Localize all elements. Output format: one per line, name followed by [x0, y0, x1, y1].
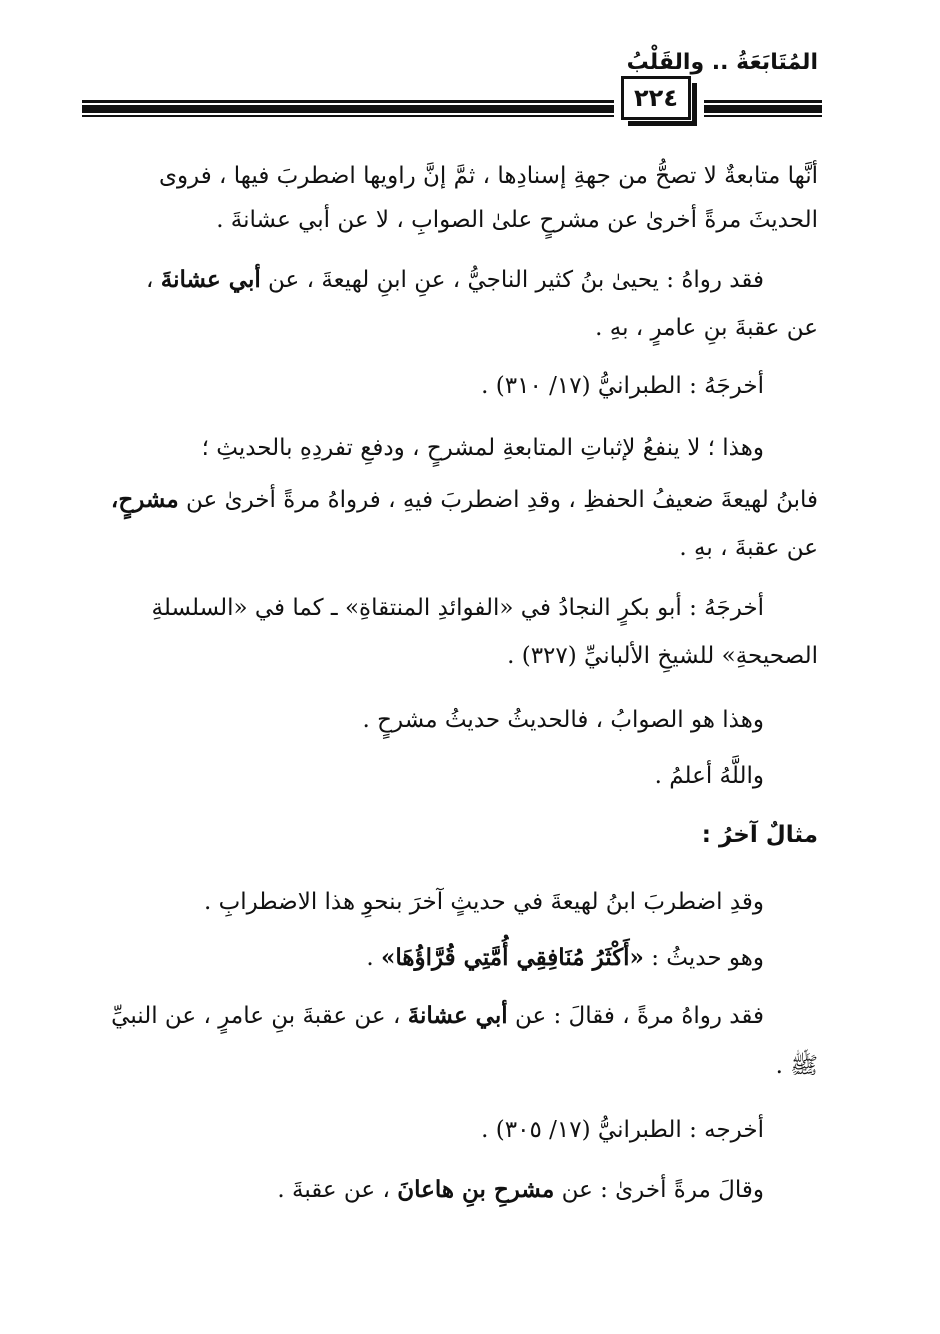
header-rule-left	[82, 92, 614, 122]
text-line	[111, 484, 818, 518]
text-line: وقدِ اضطربَ ابنُ لهيعةَ في حديثٍ آخرَ بنحوِ هذا الاضطرابِ .	[203, 889, 764, 915]
text-line: أخرجَهُ : أبو بكرٍ النجادُ في «الفوائدِ المنتقاةِ» ـ كما في «السلسلةِ	[151, 595, 764, 621]
text-line: ﷺ .	[775, 1053, 818, 1079]
text-fragment: وهو حديثُ :	[651, 945, 764, 971]
text-fragment: ، عن عقبةَ بنِ عامرٍ ، عن النبيِّ	[111, 1003, 401, 1029]
hadith-text: «أَكْثَرُ مُنَافِقِي أُمَّتِي قُرَّاؤُهَا»	[380, 944, 644, 971]
text-line: وهذا ؛ لا ينفعُ لإثباتِ المتابعةِ لمشرحٍ ، ودفعِ تفردِهِ بالحديثِ ؛	[201, 435, 764, 461]
text-line: الحديثَ مرةً أخرىٰ عن مشرحٍ علىٰ الصوابِ ، لا عن أبي عشانةَ .	[216, 207, 818, 233]
text-line: وهذا هو الصوابُ ، فالحديثُ حديثُ مشرحٍ .	[362, 707, 764, 733]
text-fragment: .	[366, 945, 374, 971]
text-line: عن عقبةَ بنِ عامرٍ ، بهِ .	[595, 315, 818, 341]
text-line: واللَّهُ أعلمُ .	[654, 763, 764, 789]
text-line	[146, 264, 764, 298]
text-line	[366, 942, 764, 976]
text-fragment: ، عن عقبةَ .	[277, 1177, 390, 1203]
running-header-title: المُتَابَعَةُ .. والقَلْبُ	[626, 50, 818, 75]
narrator-name: أبي عشانةَ	[407, 1002, 508, 1029]
narrator-name: مشرحِ بنِ هاعانَ	[397, 1176, 555, 1203]
text-fragment: فقد رواهُ : يحيىٰ بنُ كثير الناجيُّ ، عنِ ابنِ لهيعةَ ، عن	[268, 267, 764, 293]
text-fragment: وقالَ مرةً أخرىٰ : عن	[561, 1177, 764, 1203]
text-line: عن عقبةَ ، بهِ .	[679, 535, 818, 561]
text-line	[277, 1174, 764, 1208]
page-number-box	[621, 76, 691, 120]
section-heading: مثالٌ آخرُ :	[701, 822, 818, 848]
narrator-name: مشرحٍ،	[110, 486, 179, 513]
text-line	[111, 1000, 764, 1034]
text-fragment: فابنُ لهيعةَ ضعيفُ الحفظِ ، وقدِ اضطربَ فيهِ ، فرواهُ مرةً أخرىٰ عن	[186, 487, 818, 513]
text-line: أخرجَهُ : الطبرانيُّ (١٧/ ٣١٠) .	[481, 373, 764, 399]
header-rule-right	[704, 92, 822, 122]
page-number: ٢٢٤	[634, 84, 678, 112]
narrator-name: أبي عشانةَ	[160, 266, 261, 293]
text-fragment: فقد رواهُ مرةً ، فقالَ : عن	[514, 1003, 764, 1029]
text-line: أخرجه : الطبرانيُّ (١٧/ ٣٠٥) .	[481, 1117, 764, 1143]
text-line: أنَّها متابعةٌ لا تصحُّ من جهةِ إسنادِها ، ثمَّ إنَّ راويها اضطربَ فيها ، فروى	[158, 163, 818, 189]
text-line: الصحيحةِ» للشيخِ الألبانيِّ (٣٢٧) .	[507, 643, 818, 669]
text-fragment: ،	[146, 267, 154, 293]
